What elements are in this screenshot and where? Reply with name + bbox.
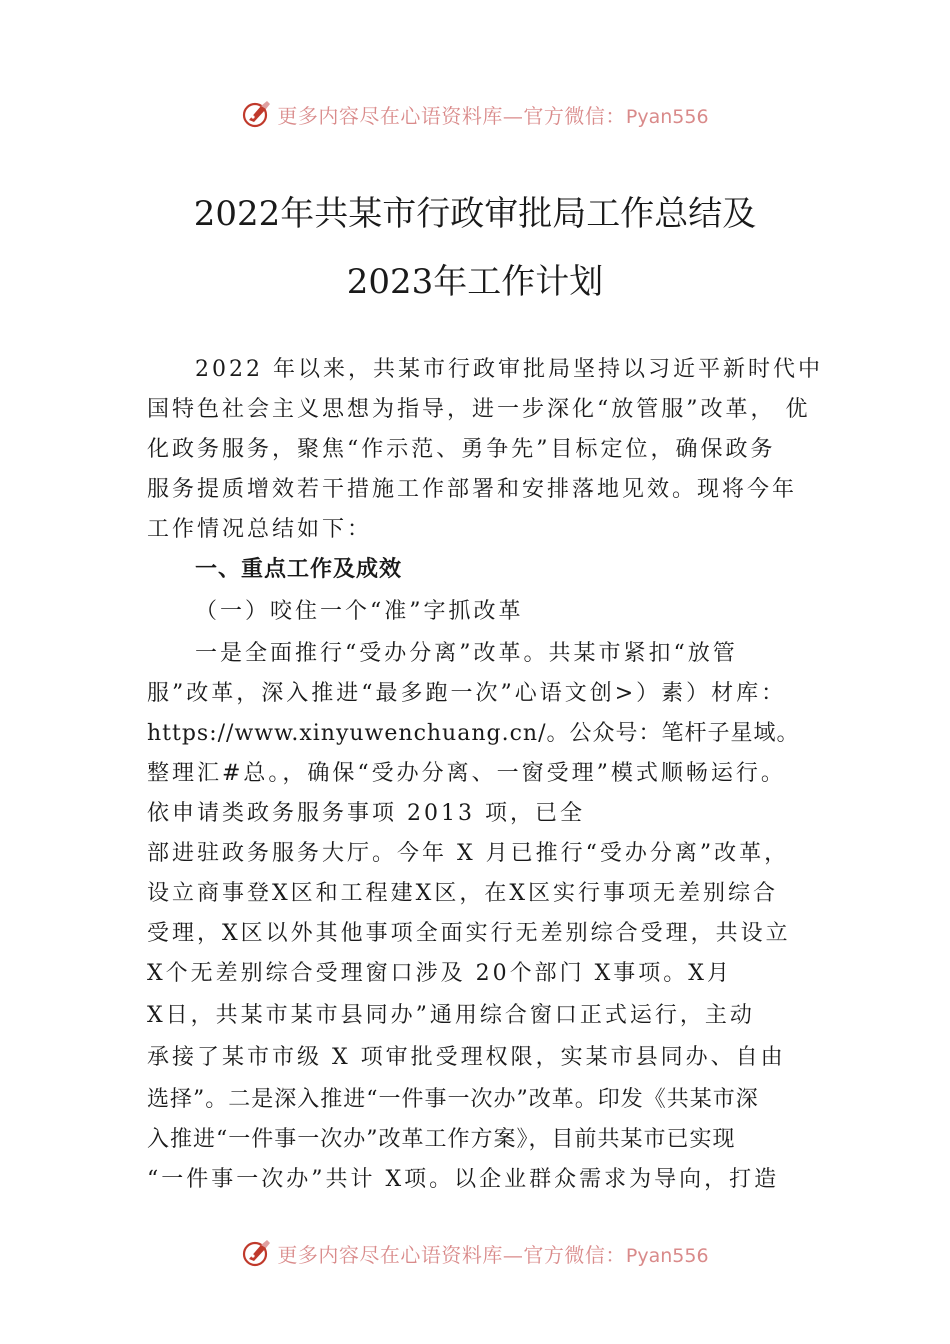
paragraph-line: 国特色社会主义思想为指导，进一步深化“放管服”改革， 优 [147,397,811,422]
section-heading: 一、重点工作及成效 [195,557,403,582]
subsection-heading: （一）咬住一个“准”字抓改革 [195,599,524,624]
paragraph-line: 化政务服务，聚焦“作示范、勇争先”目标定位，确保政务 [147,437,776,462]
paragraph-line: 入推进“一件事一次办”改革工作方案》，目前共某市已实现 [147,1127,736,1152]
watermark-footer [0,1233,950,1273]
paragraph-line: 部进驻政务服务大厅。今年 X 月已推行“受办分离”改革， [147,841,790,866]
paragraph-line: 一是全面推行“受办分离”改革。共某市紧扣“放管 [195,641,738,666]
paragraph-line: 选择”。二是深入推进“一件事一次办”改革。印发《共某市深 [147,1087,759,1112]
paragraph-line: X日，共某市某市县同办”通用综合窗口正式运行，主动 [147,1003,755,1028]
paragraph-line: 工作情况总结如下： [147,517,373,542]
paragraph-line: 服”改革，深入推进“最多跑一次”心语文创>）素）材库： [147,681,787,706]
doc-title-line-2: 2023年工作计划 [346,262,604,302]
watermark-header [0,94,950,134]
paragraph-line: X个无差别综合受理窗口涉及 20个部门 X事项。X月 [147,961,732,986]
paragraph-line: 整理汇#总。，确保“受办分离、一窗受理”模式顺畅运行。 [147,761,786,786]
doc-title-line-1: 2022年共某市行政审批局工作总结及 [193,194,757,234]
pen-nib-logo-icon [241,1237,273,1269]
paragraph-line: 承接了某市市级 X 项审批受理权限，实某市县同办、自由 [147,1045,786,1070]
pen-nib-logo-icon [241,98,273,130]
paragraph-line: 依申请类政务服务事项 2013 项，已全 [147,801,585,826]
paragraph-line: 受理，X区以外其他事项全面实行无差别综合受理，共设立 [147,921,791,946]
paragraph-line: 设立商事登X区和工程建X区，在X区实行事项无差别综合 [147,881,778,906]
watermark-text: 更多内容尽在心语资料库—官方微信：Pyan556 [277,103,709,128]
paragraph-line: 服务提质增效若干措施工作部署和安排落地见效。现将今年 [147,477,798,502]
paragraph-line: https://www.xinyuwenchuang.cn/。公众号：笔杆子星域。 [147,721,800,746]
paragraph-line: 2022 年以来，共某市行政审批局坚持以习近平新时代中 [195,357,823,382]
watermark-text: 更多内容尽在心语资料库—官方微信：Pyan556 [277,1242,709,1267]
paragraph-line: “一件事一次办”共计 X项。以企业群众需求为导向，打造 [147,1167,780,1192]
